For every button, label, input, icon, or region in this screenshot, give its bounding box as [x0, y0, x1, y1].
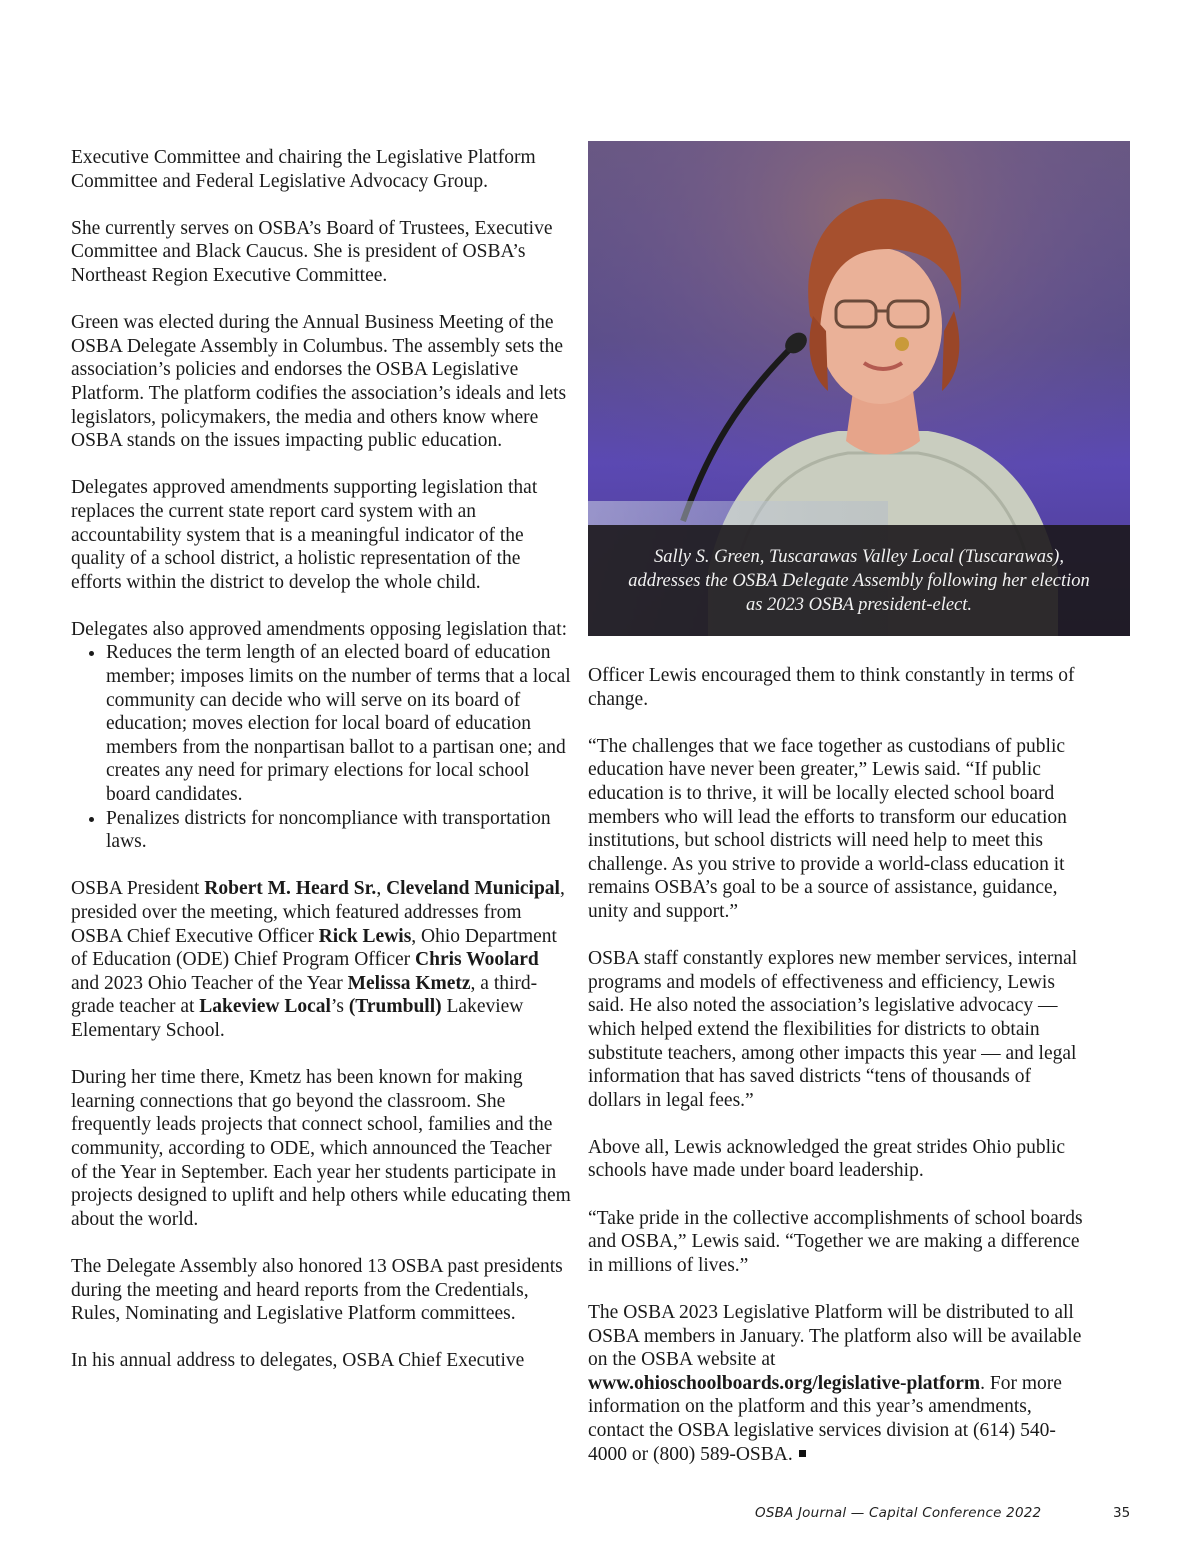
- text-run: , Ohio Department of Education (ODE) Chief Program Officer: [71, 925, 557, 971]
- photo-caption: Sally S. Green, Tuscarawas Valley Local (Tuscarawas), addresses the OSBA Delegate Assembly following her election as 2023 OSBA president-elect.: [628, 546, 1090, 615]
- name-rick-lewis: Rick Lewis: [318, 925, 412, 947]
- text-run: ’s: [330, 996, 349, 1018]
- name-melissa-kmetz: Melissa Kmetz: [347, 972, 471, 994]
- bullet-list: [71, 641, 571, 853]
- speaker-photo: [588, 141, 1130, 636]
- caption-band: [588, 525, 1130, 636]
- paragraph: Above all, Lewis acknowledged the great strides Ohio public schools have made under board leadership.: [588, 1136, 1066, 1182]
- page-number: 35: [1113, 1505, 1131, 1521]
- name-trumbull: (Trumbull): [348, 996, 442, 1018]
- website-link[interactable]: www.ohioschoolboards.org/legislative-platform: [588, 1372, 981, 1394]
- left-column: [71, 146, 571, 1396]
- paragraph: [71, 877, 571, 1042]
- text-run: . For more information on the platform and this year’s amendments, contact the OSBA legislative services division at (614) 540-4000 or (800) 589-OSBA.: [588, 1372, 1062, 1465]
- paragraph: During her time there, Kmetz has been known for making learning connections that go beyond the classroom. She frequently leads projects that connect school, families and the community, according to ODE, which announced the Teacher of the Year in September. Each year her students participate in projects designed to uplift and help others while educating them about the world.: [71, 1067, 571, 1230]
- text-run: ,: [376, 878, 387, 900]
- text-run: , a third-grade teacher at: [71, 972, 538, 1018]
- text-run: and 2023 Ohio Teacher of the Year: [71, 972, 348, 994]
- paragraph: Green was elected during the Annual Business Meeting of the OSBA Delegate Assembly in Columbus. The assembly sets the association’s policies and endorses the OSBA Legislative Platform. The platform codifies the association’s ideals and lets legislators, policymakers, the media and others know where OSBA stands on the issues impacting public education.: [71, 312, 567, 452]
- list-item: • Penalizes districts for noncompliance with transportation laws.: [106, 807, 571, 854]
- paragraph: “The challenges that we face together as custodians of public education have never been greater,” Lewis said. “If public education is to thrive, it will be locally elected school board members who will lead the efforts to transform our education institutions, but school districts will need help to meet this challenge. As you strive to provide a world-class education it remains OSBA’s goal to be a source of assistance, guidance, unity and support.”: [588, 735, 1067, 922]
- paragraph: Delegates approved amendments supporting legislation that replaces the current state report card system with an accountability system that is a meaningful indicator of the quality of a school district, a holistic representation of the efforts within the district to develop the whole child.: [71, 477, 538, 593]
- name-robert-heard: Robert M. Heard Sr.: [204, 878, 377, 900]
- text-run: , presided over the meeting, which featured addresses from OSBA Chief Executive Officer: [71, 878, 565, 947]
- paragraph: Delegates also approved amendments opposing legislation that:: [71, 618, 568, 640]
- paragraph: Executive Committee and chairing the Legislative Platform Committee and Federal Legislative Advocacy Group.: [71, 147, 536, 192]
- name-chris-woolard: Chris Woolard: [415, 949, 539, 971]
- paragraph: “Take pride in the collective accomplishments of school boards and OSBA,” Lewis said. “Together we are making a difference in millions of lives.”: [588, 1207, 1083, 1276]
- paragraph: [588, 1301, 1088, 1466]
- paragraph: She currently serves on OSBA’s Board of Trustees, Executive Committee and Black Caucus. She is president of OSBA’s Northeast Region Executive Committee.: [71, 217, 553, 286]
- end-mark-icon: [799, 1450, 806, 1457]
- text-run: The OSBA 2023 Legislative Platform will be distributed to all OSBA members in January. The platform also will be available on the OSBA website at: [588, 1302, 1082, 1371]
- paragraph: The Delegate Assembly also honored 13 OSBA past presidents during the meeting and heard reports from the Credentials, Rules, Nominating and Legislative Platform committees.: [71, 1255, 563, 1325]
- text-run: OSBA President: [71, 878, 205, 900]
- footer-journal-title: OSBA Journal — Capital Conference 2022: [755, 1505, 1042, 1521]
- text-run: Lakeview Elementary School.: [71, 996, 524, 1041]
- name-lakeview-local: Lakeview Local: [199, 996, 331, 1018]
- paragraph: Officer Lewis encouraged them to think constantly in terms of change.: [588, 665, 1075, 710]
- name-cleveland-municipal: Cleveland Municipal: [386, 878, 560, 900]
- paragraph: In his annual address to delegates, OSBA Chief Executive: [71, 1350, 525, 1372]
- right-column: [588, 664, 1088, 1490]
- list-item: • Reduces the term length of an elected board of education member; imposes limits on the number of terms that a local community can decide who will serve on its board of education; moves election for local board of education members from the nonpartisan ballot to a partisan one; and creates any need for primary elections for local school board candidates.: [106, 641, 571, 806]
- paragraph: OSBA staff constantly explores new member services, internal programs and models of effectiveness and efficiency, Lewis said. He also noted the association’s legislative advocacy — which helped extend the flexibilities for districts to obtain substitute teachers, among other impacts this year — and legal information that has saved districts “tens of thousands of dollars in legal fees.”: [588, 948, 1078, 1111]
